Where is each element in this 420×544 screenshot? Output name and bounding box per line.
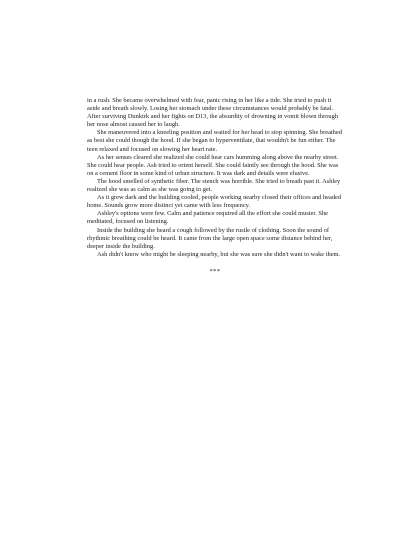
paragraph: Ashley's options were few. Calm and patience required all the effort she could muster. She meditated, focused on listening. bbox=[87, 210, 328, 226]
scene-separator: *** bbox=[209, 267, 221, 275]
paragraph: As her senses cleared she realized she could hear cars humming along above the nearby street. She could hear people. Ash tried to orient herself. She could faintly see through the hood. She was on a cement floor in some kind of urban structure. It was dark and details were elusive. bbox=[87, 153, 339, 177]
paragraph: in a rush. She became overwhelmed with fear, panic rising in her like a tide. She tried to push it aside and breath slowly. Losing her stomach under these circumstances would probably be fatal. After surviving Dunkirk and her fights on D13, the absurdity of drowning in vomit blown through her nose almost caused her to laugh. bbox=[87, 97, 338, 129]
body-text bbox=[87, 97, 343, 276]
paragraph: Inside the building she heard a cough followed by the rustle of clothing. Soon the sound of rhythmic breathing could be heard. It came from the large open space some distance behind her, deeper inside the building. bbox=[87, 226, 333, 250]
paragraph: As it grew dark and the building cooled, people working nearby closed their offices and headed home. Sounds grow more distinct yet came with less frequency. bbox=[87, 194, 342, 210]
paragraph: She maneuvered into a kneeling position and waited for her head to stop spinning. She breathed as best she could though the hood. If she began to hyperventilate, that wouldn't be fun either. The teen relaxed and focused on slowing her heart rate. bbox=[87, 129, 342, 153]
paragraph: Ash didn't know who might be sleeping nearby, but she was sure she didn't want to wake them. bbox=[97, 250, 341, 258]
paragraph: The hood smelled of synthetic fiber. The stench was horrible. She tried to breath past it. Ashley realized she was as calm as she was going to get. bbox=[87, 177, 341, 194]
